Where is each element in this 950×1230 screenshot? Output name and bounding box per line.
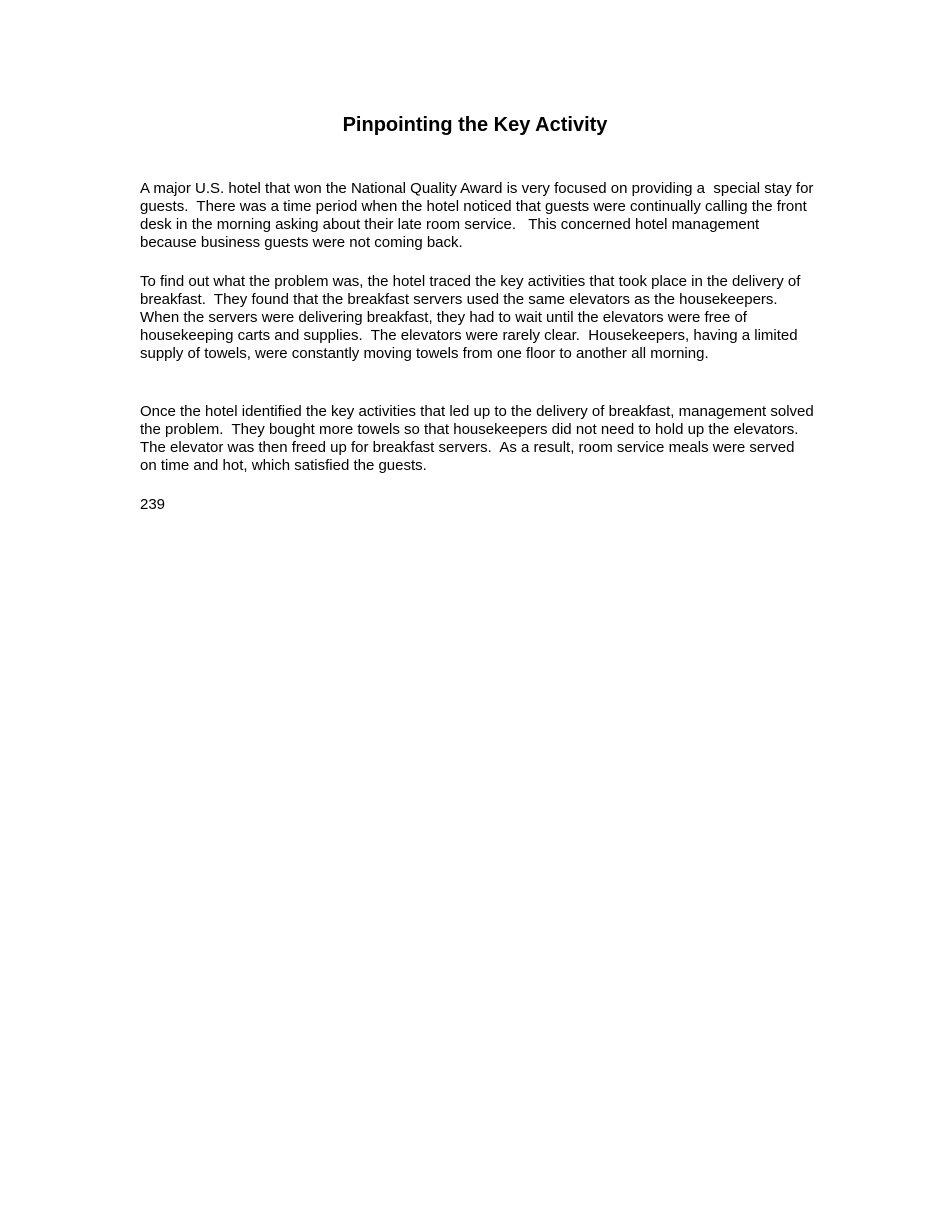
paragraph-3: Once the hotel identified the key activities that led up to the delivery of breakfast, management solved the problem. They bought more towels so that housekeepers did not need to hold up the elevators. The elevator was then freed up for breakfast servers. As a result, room service meals were served on time and hot, which satisfied the guests. (140, 403, 818, 474)
paragraph-1: A major U.S. hotel that won the National Quality Award is very focused on providing a special stay for guests. There was a time period when the hotel noticed that guests were continually calling the front desk in the morning asking about their late room service. This concerned hotel management because business guests were not coming back. (140, 180, 818, 251)
page-title: Pinpointing the Key Activity (342, 114, 608, 136)
paragraph-2: To find out what the problem was, the hotel traced the key activities that took place in the delivery of breakfast. They found that the breakfast servers used the same elevators as the housekeepers. When the servers were delivering breakfast, they had to wait until the elevators were free of housekeeping carts and supplies. The elevators were rarely clear. Housekeepers, having a limited supply of towels, were constantly moving towels from one floor to another all morning. (140, 273, 805, 362)
page-number: 239 (140, 496, 166, 513)
